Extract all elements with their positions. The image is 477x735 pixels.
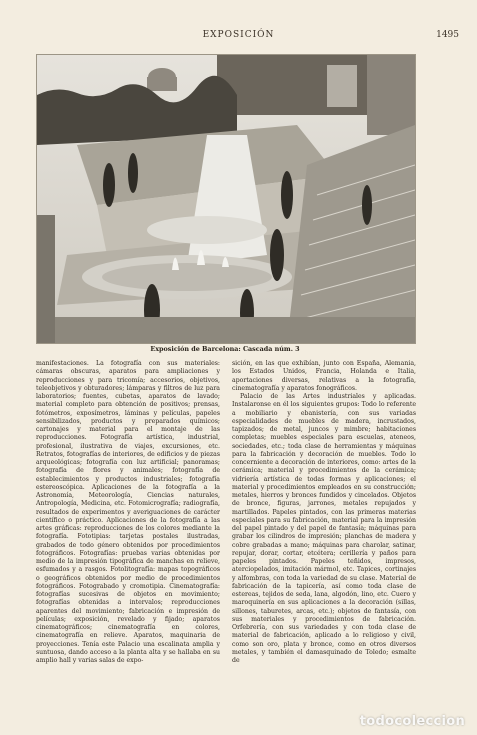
left-column: [36, 360, 220, 665]
left-column-text: manifestaciones. La fotografía con sus materiales: cámaras obscuras, aparatos para ampliaciones y reproducciones y para tricomía; accesorios, objetivos, teleobjetivos y obturadores; lámparas y filtros de luz para laboratorios; fuentes, cubetas, aparatos de lavado; material completo para obtención de positivos; prensas, fotómetros, exposímetros, láminas y películas, papeles sensibilizados, productos y preparados químicos; cartonajes y material para el montaje de las reproducciones. Fotografía artística, industrial, profesional, ilustrativa de viajes, excursiones, etc. Retratos, fotografías de interiores, de edificios y de piezas arqueológicas; fotografía con luz artificial; panoramas; fotografía de flores y animales; fotografía de establecimientos y productos industriales; fotografía estereoscópica. Aplicaciones de la fotografía a la Astronomía, Meteorología, Ciencias naturales, Antropología, Medicina, etc. Fotomicrografía; radiografía, resultados de experimentos y averiguaciones de carácter científico o práctico. Aplicaciones de la fotografía a las artes gráficas: reproducciones de los colores mediante la fotografía. Fototipias: tarjetas postales ilustradas, grabados de todo género obtenidos por procedimientos fotográficos. Fotografías: pruebas varias obtenidas por medio de la impresión tipográfica de manchas en relieve, esfumados y a rasgos. Fotolitografía: mapas topográficos o geográficos obtenidos por medio de procedimientos fotográficos. Fotograbado y cromotipia. Cinematografía: fotografías sucesivas de objetos en movimiento; fotografías obtenidas a intervalos; reproducciones aparentes del movimiento; fabricación e impresión de películas; exposición, revelado y fijado; aparatos cinematográficos; cinematografía en colores, cinematografía en relieve. Aparatos, maquinaria de proyecciones. Tenía este Palacio una escalinata amplia y suntuosa, dando acceso a la planta alta y se hallaba en su amplio hall y varias salas de expo-: [36, 360, 220, 664]
watermark: todocoleccion: [359, 714, 465, 729]
right-column-paragraph-1: sición, en las que exhibían, junto con España, Alemania, los Estados Unidos, Francia, Holanda e Italia, aportaciones diversas, relativas a la fotografía, cinematografía y aparatos fonográficos.: [232, 360, 416, 392]
figure-caption: Exposición de Barcelona: Cascada núm. 3: [150, 345, 300, 353]
right-column: [232, 360, 416, 665]
cascade-photograph: [36, 54, 416, 344]
right-column-paragraph-2: Palacio de las Artes industriales y aplicadas. Instalaronse en él los siguientes grupos: Todo lo referente a mobiliario y ebanistería, con sus variadas especialidades de muebles de madera, incrustados, tapizados; de metal, juncos y mimbre; habitaciones completas; muebles especiales para escuelas, ateneos, sociedades, etc.; toda clase de herramientas y máquinas para la fabricación y decoración de muebles. Todo lo concerniente a decoración de interiores, como: artes de la cerámica; material y procedimientos de la cerámica; vidriería artística de todas formas y aplicaciones; el material y procedimientos empleados en su construcción; metales, hierros y bronces fundidos y cincelados. Objetos de bronce, figuras, jarrones, metales repujados y martillados. Papeles pintados, con las primeras materias especiales para su fabricación, material para la impresión del papel pintado y del papel de fantasía; máquinas para grabar los cilindros de impresión; planchas de madera y cobre grabadas a mano; máquinas para charolar, satinar, repujar, dorar, cortar, etcétera; cerillería y paños para papeles pintados. Papeles teñidos, impresos, aterciopelados, imitación mármol, etc. Tapices, cortinajes y alfombras, con toda la variedad de su clase. Material de fabricación de la tapicería, así como toda clase de estereas, tejidos de seda, lana, algodón, lino, etc. Cuero y maroquinería en sus aplicaciones a la decoración (sillas, sillones, taburetes, arcas, etc.); objetos de fantasía, con sus materiales y procedimientos de fabricación. Orfebrería, con sus variedades y con toda clase de material de fabricación, aplicado a lo religioso y civil, como son oro, plata y bronce, como en otros diversos metales, y también el damasquinado de Toledo; esmalte de: [232, 393, 416, 664]
cascade-image: [37, 55, 415, 343]
page-number: 1495: [436, 30, 459, 40]
running-title: EXPOSICIÓN: [202, 30, 275, 40]
